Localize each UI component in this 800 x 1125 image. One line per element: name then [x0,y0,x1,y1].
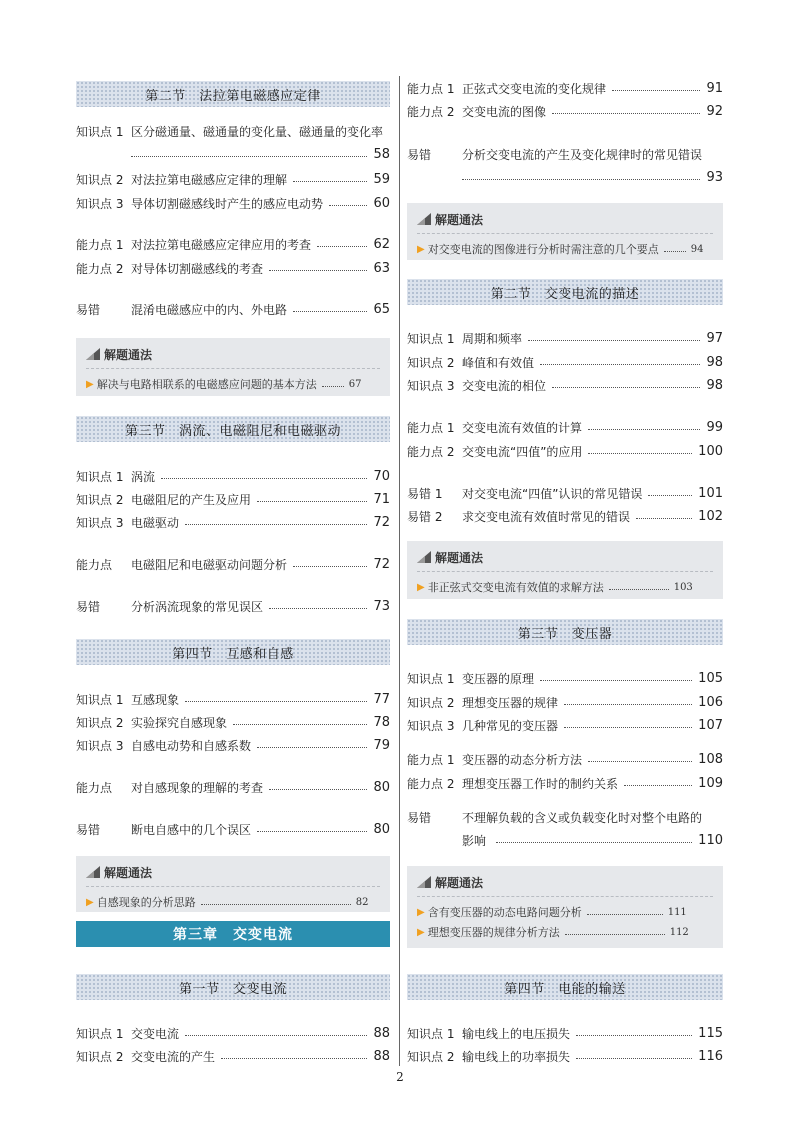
toc-entry[interactable] [407,374,723,396]
toc-entry[interactable] [407,772,723,794]
method-item-page: 111 [667,906,687,918]
entry-page: 106 [698,694,723,710]
entry-page: 58 [373,146,390,162]
method-item[interactable] [417,922,713,942]
entry-title: 对法拉第电磁感应定律应用的考查 [131,237,312,252]
toc-entry[interactable] [407,505,723,527]
toc-entry[interactable] [407,327,723,349]
entry-page: 100 [698,443,723,459]
entry-label: 易错 1 [407,486,443,501]
entry-page: 101 [698,485,723,501]
method-item-page: 112 [669,926,689,938]
entry-page: 72 [373,514,390,530]
toc-entry[interactable] [407,482,723,504]
method-item-title: 解决与电路相联系的电磁感应问题的基本方法 [96,378,317,391]
entry-label: 能力点 2 [407,444,455,459]
section-header: 第四节 互感和自感 [76,639,390,665]
section-header: 第四节 电能的输送 [407,974,723,1000]
method-item-title: 对交变电流的图像进行分析时需注意的几个要点 [427,243,659,256]
entry-label: 知识点 2 [76,172,124,187]
entry-label: 知识点 2 [76,1049,124,1064]
entry-label: 易错 2 [407,509,443,524]
entry-page: 102 [698,508,723,524]
entry-title: 断电自感中的几个误区 [131,822,252,837]
toc-entry[interactable] [407,77,723,99]
pencil-icon [417,213,431,225]
entry-label: 能力点 1 [407,81,455,96]
toc-entry[interactable] [407,714,723,736]
entry-title: 区分磁通量、磁通量的变化量、磁通量的变化率 [131,124,384,139]
method-item[interactable] [417,577,713,597]
method-item[interactable] [417,902,713,922]
pencil-icon [86,866,100,878]
entry-title: 对导体切割磁感线的考查 [131,261,264,276]
triangle-bullet-icon: ▶ [86,896,94,908]
entry-label: 易错 [407,810,432,825]
entry-page: 78 [373,714,390,730]
entry-label: 知识点 2 [407,355,455,370]
entry-label: 知识点 3 [76,515,124,530]
section-header: 第一节 交变电流 [76,974,390,1000]
page-number: 2 [396,1070,404,1084]
toc-entry[interactable] [407,748,723,770]
entry-title: 交变电流 [131,1026,180,1041]
entry-page: 107 [698,717,723,733]
method-item-page: 82 [355,896,369,908]
entry-label: 易错 [407,147,432,162]
entry-title: 周期和频率 [462,331,523,346]
entry-page: 98 [706,377,723,393]
entry-title: 电磁阻尼和电磁驱动问题分析 [131,557,288,572]
entry-title: 交变电流的相位 [462,378,547,393]
entry-label: 知识点 1 [76,469,124,484]
entry-label: 能力点 1 [407,420,455,435]
entry-page: 72 [373,556,390,572]
toc-entry[interactable] [407,143,723,189]
toc-entry[interactable] [407,806,723,852]
entry-label: 知识点 1 [407,1026,455,1041]
entry-page: 93 [706,169,723,185]
entry-label: 知识点 3 [76,196,124,211]
method-item-page: 94 [690,243,704,255]
entry-title: 交变电流“四值”的应用 [462,444,583,459]
method-box-title: 解题通法 [435,212,484,227]
entry-page: 92 [706,103,723,119]
entry-page: 62 [373,236,390,252]
entry-title: 对法拉第电磁感应定律的理解 [131,172,288,187]
toc-entry[interactable] [407,691,723,713]
entry-label: 知识点 2 [76,715,124,730]
toc-entry[interactable] [76,776,390,798]
column-divider [399,76,400,1066]
entry-label: 知识点 3 [407,378,455,393]
entry-page: 80 [373,821,390,837]
entry-title-cont: 影响 [462,833,487,848]
entry-title: 几种常见的变压器 [462,718,559,733]
triangle-bullet-icon: ▶ [86,378,94,390]
entry-page: 99 [706,419,723,435]
toc-entry[interactable] [76,595,390,617]
entry-page: 71 [373,491,390,507]
entry-label: 知识点 2 [407,695,455,710]
toc-entry[interactable] [76,511,390,533]
method-box-title: 解题通法 [435,875,484,890]
entry-page: 108 [698,751,723,767]
entry-title: 分析交变电流的产生及变化规律时的常见错误 [462,147,703,162]
pencil-icon [417,876,431,888]
method-item[interactable] [86,892,380,912]
triangle-bullet-icon: ▶ [417,926,425,938]
method-item[interactable] [86,374,380,394]
entry-page: 105 [698,670,723,686]
method-item-title: 含有变压器的动态电路问题分析 [427,906,582,919]
entry-title: 对交变电流“四值”认识的常见错误 [462,486,643,501]
entry-label: 知识点 2 [407,1049,455,1064]
entry-page: 73 [373,598,390,614]
method-box [76,856,390,912]
entry-page: 77 [373,691,390,707]
entry-page: 65 [373,301,390,317]
entry-label: 知识点 1 [407,331,455,346]
entry-label: 能力点 2 [407,104,455,119]
entry-title: 分析涡流现象的常见误区 [131,599,264,614]
entry-title: 电磁驱动 [131,515,180,530]
method-item-title: 理想变压器的规律分析方法 [427,926,560,939]
entry-label: 知识点 1 [407,671,455,686]
pencil-icon [417,551,431,563]
toc-entry[interactable] [407,667,723,689]
entry-title: 峰值和有效值 [462,355,535,370]
toc-entry[interactable] [76,465,390,487]
method-item[interactable] [417,239,713,259]
triangle-bullet-icon: ▶ [417,906,425,918]
method-item-title: 非正弦式交变电流有效值的求解方法 [427,581,604,594]
toc-entry[interactable] [76,233,390,255]
toc-entry[interactable] [407,416,723,438]
entry-title: 理想变压器的规律 [462,695,559,710]
section-header: 第二节 交变电流的描述 [407,279,723,305]
method-box-title: 解题通法 [104,865,153,880]
toc-entry[interactable] [76,298,390,320]
entry-label: 能力点 1 [76,237,124,252]
entry-page: 79 [373,737,390,753]
entry-label: 知识点 1 [76,1026,124,1041]
entry-page: 63 [373,260,390,276]
entry-label: 知识点 1 [76,124,124,139]
toc-entry[interactable] [407,1022,723,1044]
entry-page: 88 [373,1048,390,1064]
entry-title: 变压器的动态分析方法 [462,752,583,767]
toc-entry[interactable] [76,1045,390,1067]
entry-label: 能力点 2 [407,776,455,791]
toc-entry[interactable] [76,734,390,756]
entry-title: 输电线上的电压损失 [462,1026,571,1041]
entry-title: 正弦式交变电流的变化规律 [462,81,607,96]
toc-entry[interactable] [407,440,723,462]
toc-entry[interactable] [76,192,390,214]
entry-title: 求交变电流有效值时常见的错误 [462,509,631,524]
section-header: 第三节 涡流、电磁阻尼和电磁驱动 [76,416,390,442]
chapter-header: 第三章 交变电流 [76,921,390,947]
toc-entry[interactable] [76,488,390,510]
toc-entry[interactable] [76,818,390,840]
entry-label: 知识点 1 [76,692,124,707]
method-box [76,338,390,396]
entry-title: 不理解负载的含义或负载变化时对整个电路的 [462,810,703,825]
method-item-page: 67 [348,378,362,390]
toc-entry[interactable] [407,1045,723,1067]
entry-label: 易错 [76,599,101,614]
entry-label: 能力点 [76,780,113,795]
entry-label: 能力点 [76,557,113,572]
toc-entry[interactable] [76,1022,390,1044]
method-box-title: 解题通法 [104,347,153,362]
method-box-title: 解题通法 [435,550,484,565]
triangle-bullet-icon: ▶ [417,581,425,593]
toc-entry[interactable] [76,120,390,166]
entry-title: 变压器的原理 [462,671,535,686]
method-box [407,866,723,948]
entry-title: 交变电流的产生 [131,1049,216,1064]
entry-page: 115 [698,1025,723,1041]
entry-title: 理想变压器工作时的制约关系 [462,776,619,791]
entry-title: 导体切割磁感线时产生的感应电动势 [131,196,324,211]
method-box [407,541,723,599]
entry-title: 实验探究自感现象 [131,715,228,730]
entry-label: 易错 [76,822,101,837]
method-item-title: 自感现象的分析思路 [96,896,196,909]
entry-page: 110 [698,832,723,848]
entry-label: 能力点 1 [407,752,455,767]
entry-label: 知识点 3 [76,738,124,753]
entry-page: 98 [706,354,723,370]
toc-entry[interactable] [76,257,390,279]
entry-page: 59 [373,171,390,187]
toc-entry[interactable] [76,711,390,733]
entry-title: 交变电流的图像 [462,104,547,119]
entry-page: 70 [373,468,390,484]
entry-title: 输电线上的功率损失 [462,1049,571,1064]
method-item-page: 103 [673,581,693,593]
toc-entry[interactable] [76,553,390,575]
entry-page: 60 [373,195,390,211]
entry-page: 88 [373,1025,390,1041]
entry-label: 知识点 3 [407,718,455,733]
entry-page: 97 [706,330,723,346]
entry-title: 交变电流有效值的计算 [462,420,583,435]
entry-label: 易错 [76,302,101,317]
entry-page: 116 [698,1048,723,1064]
entry-label: 知识点 2 [76,492,124,507]
entry-title: 对自感现象的理解的考查 [131,780,264,795]
entry-page: 91 [706,80,723,96]
entry-label: 能力点 2 [76,261,124,276]
entry-page: 109 [698,775,723,791]
entry-title: 混淆电磁感应中的内、外电路 [131,302,288,317]
section-header: 第二节 法拉第电磁感应定律 [76,81,390,107]
toc-entry[interactable] [407,100,723,122]
pencil-icon [86,348,100,360]
entry-title: 互感现象 [131,692,180,707]
toc-entry[interactable] [407,351,723,373]
entry-title: 电磁阻尼的产生及应用 [131,492,252,507]
section-header: 第三节 变压器 [407,619,723,645]
entry-page: 80 [373,779,390,795]
triangle-bullet-icon: ▶ [417,243,425,255]
toc-entry[interactable] [76,168,390,190]
entry-title: 自感电动势和自感系数 [131,738,252,753]
toc-entry[interactable] [76,688,390,710]
entry-title: 涡流 [131,469,156,484]
method-box [407,203,723,260]
